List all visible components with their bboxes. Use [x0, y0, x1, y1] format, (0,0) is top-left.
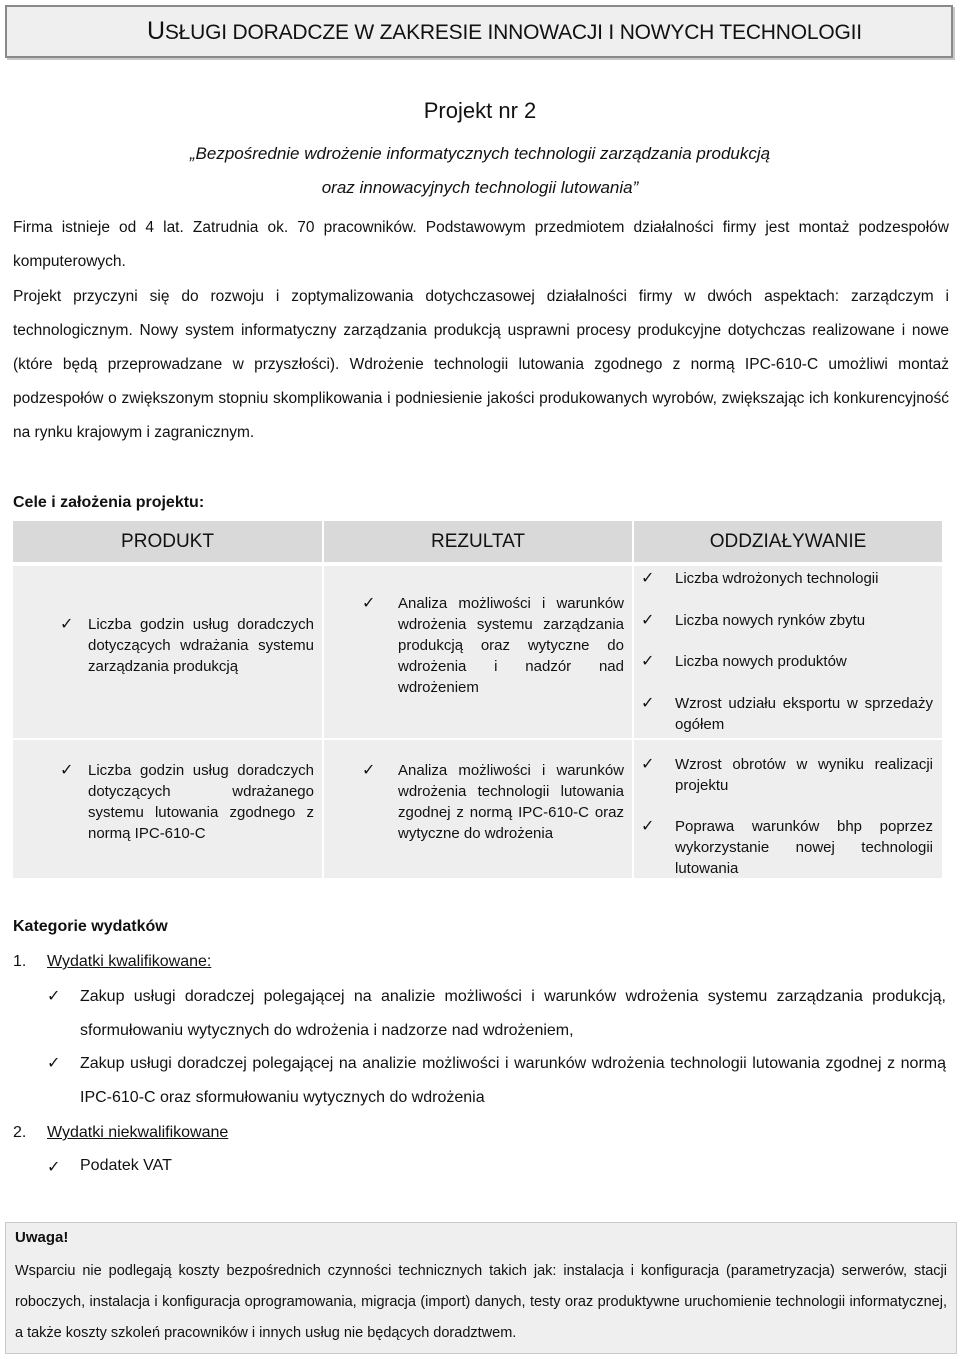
column-header-produkt: PRODUKT: [13, 521, 322, 562]
category-number-1: 1.: [13, 953, 27, 970]
checkmark-icon: ✓: [641, 568, 655, 587]
checkmark-icon: ✓: [641, 754, 655, 773]
checkmark-icon: ✓: [60, 614, 74, 633]
header-banner: [5, 5, 953, 58]
intro-paragraph-1: Firma istnieje od 4 lat. Zatrudnia ok. 70 pracowników. Podstawowym przedmiotem działalności firmy jest montaż podzespołów komputerowych.: [13, 219, 949, 270]
rezultat-text-1: Analiza możliwości i warunków wdrożenia systemu zarządzania produkcją oraz wytyczne do wdrożenia i nadzór nad wdrożeniem: [398, 595, 624, 696]
table-cell-produkt-2: [13, 740, 322, 878]
project-subtitle-line2: oraz innowacyjnych technologii lutowania”: [321, 178, 639, 197]
non-qualified-expense-item: Podatek VAT: [80, 1157, 172, 1174]
checkmark-icon: ✓: [641, 651, 655, 670]
oddzialywanie-item: Liczba nowych produktów: [675, 653, 847, 670]
document-title: USŁUGI DORADCZE W ZAKRESIE INNOWACJI I NOWYCH TECHNOLOGII: [147, 17, 862, 45]
checkmark-icon: ✓: [641, 693, 655, 712]
note-text: Wsparciu nie podlegają koszty bezpośrednich czynności technicznych takich jak: instalacja i konfiguracja (parametryzacja) serwerów, stacji roboczych, instalacja i konfiguracja oprogramowania, migracja (import) danych, testy oraz produktywne uruchomienie technologii informatycznej, a także koszty szkoleń pracowników i innych usług nie będących doradztwem.: [15, 1263, 947, 1341]
oddzialywanie-item: Wzrost obrotów w wyniku realizacji projektu: [675, 756, 933, 794]
produkt-text-2: Liczba godzin usług doradczych dotyczących wdrażanego systemu lutowania zgodnego z normą IPC-610-C: [88, 762, 314, 842]
checkmark-icon: ✓: [47, 1157, 61, 1176]
intro-paragraph-2: Projekt przyczyni się do rozwoju i zoptymalizowania dotychczasowej działalności firmy w dwóch aspektach: zarządczym i technologicznym. Nowy system informatyczny zarządzania produkcją usprawni procesy produkcyjne dotychczas realizowane i nowe (które będą przeprowadzane w przyszłości). Wdrożenie technologii lutowania zgodnego z normą IPC-610-C umożliwi montaż podzespołów o zwiększonym stopniu skomplikowania i podniesienie jakości produkowanych wyrobów, zwiększając ich konkurencyjność na rynku krajowym i zagranicznym.: [13, 288, 949, 441]
note-title: Uwaga!: [15, 1229, 69, 1246]
checkmark-icon: ✓: [362, 760, 376, 779]
produkt-text-1: Liczba godzin usług doradczych dotyczących wdrażania systemu zarządzania produkcją: [88, 616, 314, 675]
checkmark-icon: ✓: [47, 1053, 61, 1072]
note-box: [5, 1222, 957, 1354]
oddzialywanie-item: Wzrost udziału eksportu w sprzedaży ogółem: [675, 695, 933, 733]
project-number: Projekt nr 2: [423, 98, 537, 123]
qualified-expense-item: Zakup usługi doradczej polegającej na analizie możliwości i warunków wdrożenia systemu zarządzania produkcją, sformułowaniu wytycznych do wdrożenia i nadzorze nad wdrożeniem,: [80, 988, 946, 1039]
category-number-2: 2.: [13, 1124, 27, 1141]
table-cell-rezultat-1: [324, 566, 632, 738]
oddzialywanie-item: Liczba nowych rynków zbytu: [675, 612, 866, 629]
column-header-oddzialywanie: ODDZIAŁYWANIE: [634, 521, 942, 562]
table-cell-oddzialywanie-1: [634, 566, 942, 738]
checkmark-icon: ✓: [60, 760, 74, 779]
oddzialywanie-item: Poprawa warunków bhp poprzez wykorzystanie nowej technologii lutowania: [675, 818, 933, 877]
oddzialywanie-item: Liczba wdrożonych technologii: [675, 570, 879, 587]
category-label-qualified: Wydatki kwalifikowane:: [47, 953, 212, 970]
expenses-heading: Kategorie wydatków: [13, 918, 168, 935]
table-cell-produkt-1: [13, 566, 322, 738]
checkmark-icon: ✓: [641, 610, 655, 629]
table-cell-rezultat-2: [324, 740, 632, 878]
qualified-expense-item: Zakup usługi doradczej polegającej na analizie możliwości i warunków wdrożenia technologii lutowania zgodnej z normą IPC-610-C oraz sformułowaniu wytycznych do wdrożenia: [80, 1055, 946, 1106]
checkmark-icon: ✓: [362, 593, 376, 612]
checkmark-icon: ✓: [47, 986, 61, 1005]
goals-heading: Cele i założenia projektu:: [13, 494, 205, 511]
table-cell-oddzialywanie-2: [634, 740, 942, 878]
column-header-rezultat: REZULTAT: [324, 521, 632, 562]
category-label-non-qualified: Wydatki niekwalifikowane: [47, 1124, 229, 1141]
project-subtitle-line1: „Bezpośrednie wdrożenie informatycznych technologii zarządzania produkcją: [189, 144, 771, 163]
rezultat-text-2: Analiza możliwości i warunków wdrożenia technologii lutowania zgodnej z normą IPC-610-C oraz wytyczne do wdrożenia: [398, 762, 624, 842]
checkmark-icon: ✓: [641, 816, 655, 835]
